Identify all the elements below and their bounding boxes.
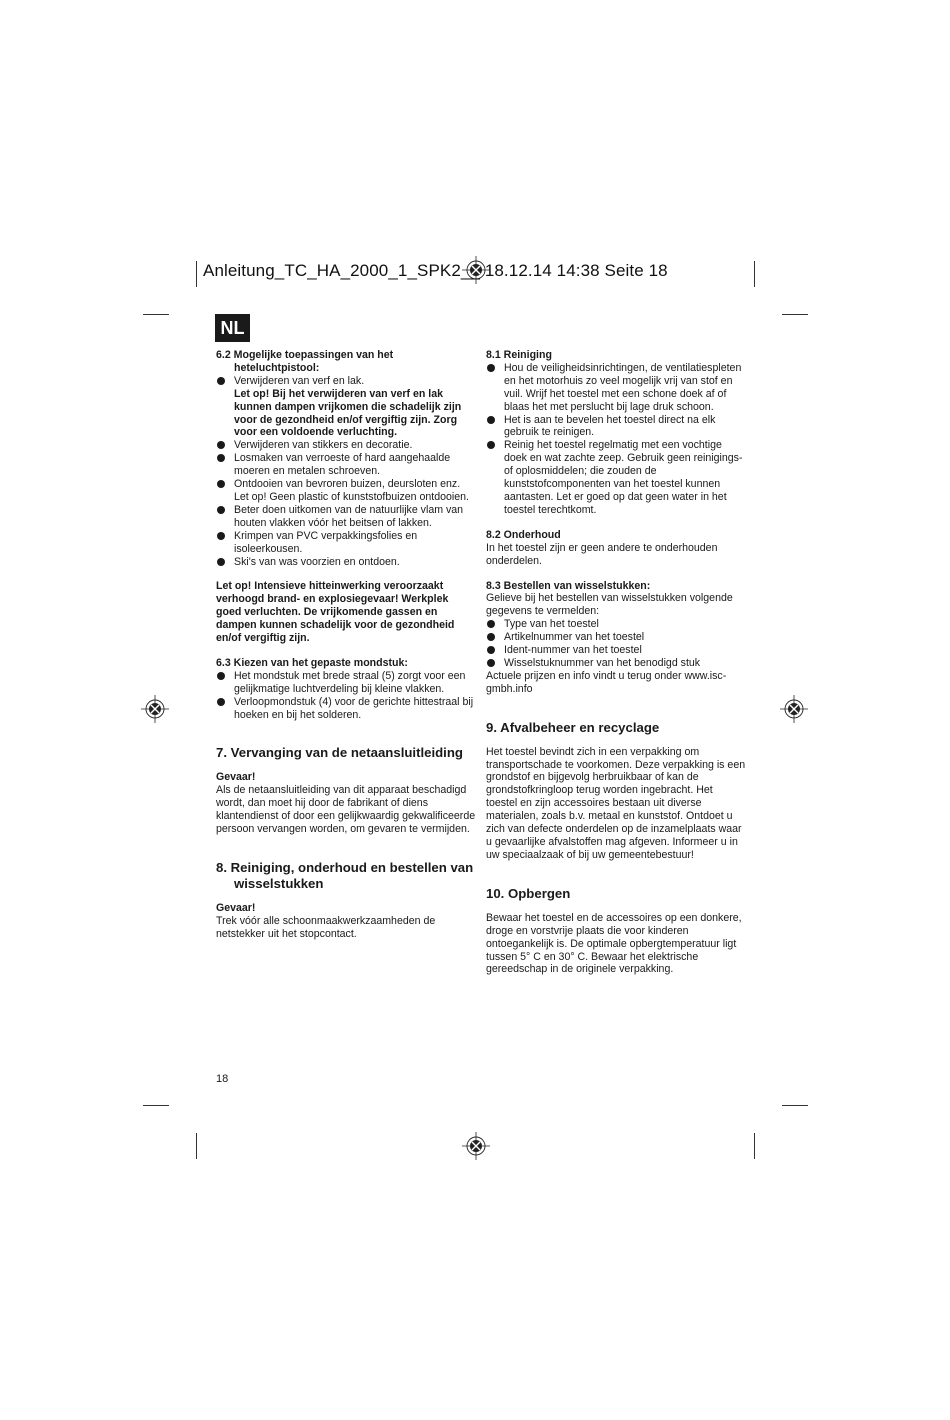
- list-item-text: Reinig het toestel regelmatig met een vochtige doek en wat zachte zeep. Gebruik geen reinigings- of oplosmiddelen; die zouden de kunststofcomponenten van het toestel kunnen aantasten. Let er goed op dat geen water in het toestel terechtkomt.: [504, 439, 743, 516]
- list-item: [216, 696, 476, 722]
- list-item-text: Ident-nummer van het toestel: [504, 644, 642, 657]
- list-item-text: Verwijderen van verf en lak.: [234, 374, 365, 387]
- header-date: 18.12.14: [484, 261, 552, 280]
- list-item: [216, 530, 476, 556]
- bullet-icon: [487, 633, 495, 641]
- print-header: [203, 261, 668, 281]
- list-item-text: Het is aan te bevelen het toestel direct na elk gebruik te reinigen.: [504, 413, 716, 439]
- bullet-icon: [217, 441, 225, 449]
- section-8-3-outro: Actuele prijzen en info vindt u terug onder www.isc-gmbh.info: [486, 669, 727, 695]
- list-item-text: Type van het toestel: [504, 618, 599, 631]
- list-item-text: Ontdooien van bevroren buizen, deursloten enz. Let op! Geen plastic of kunststofbuizen ontdooien.: [234, 478, 469, 503]
- list-item-text: Krimpen van PVC verpakkingsfolies en isoleerkousen.: [234, 529, 418, 555]
- bullet-icon: [217, 506, 225, 514]
- bullet-icon: [217, 672, 225, 680]
- section-9-text: Het toestel bevindt zich in een verpakking om transportschade te voorkomen. Deze verpakking is een grondstof en bijgevolg herbruikbaar of kan de grondstofkringloop terug worden ingebracht. Het toestel en zijn accessoires bestaan uit diverse materialen, zoals b.v. metaal en kunststof. Ontdoet u zich van defecte onderdelen op de inzamelplaats waar u gevaarlijke afvalstoffen mag afgeven. Informeer u in uw speciaalzaak of bij uw gemeentebestuur!: [486, 745, 746, 861]
- section-6-3-list: [216, 670, 476, 722]
- header-page-label: Seite 18: [604, 261, 668, 280]
- list-item: [216, 439, 476, 452]
- list-item: [486, 618, 746, 631]
- left-column: [216, 349, 476, 941]
- section-6-2-title-cont: heteluchtpistool:: [234, 361, 320, 374]
- section-8-1-title: 8.1 Reiniging: [486, 349, 552, 361]
- list-item: [216, 452, 476, 478]
- section-8-heading: 8. Reiniging, onderhoud en bestellen van wisselstukken: [216, 860, 474, 891]
- crop-mark-left-top-v: [196, 261, 197, 287]
- bullet-icon: [487, 441, 495, 449]
- crop-mark-left-bottom-h: [143, 1105, 169, 1106]
- section-8-2-text: In het toestel zijn er geen andere te onderhouden onderdelen.: [486, 541, 718, 567]
- list-item-text: Verloopmondstuk (4) voor de gerichte hittestraal bij hoeken en bij het solderen.: [234, 695, 474, 721]
- crop-mark-right-bottom-v: [754, 1133, 755, 1159]
- bullet-icon: [487, 416, 495, 424]
- list-item-text: Beter doen uitkomen van de natuurlijke vlam van houten vlakken vóór het beitsen of lakken.: [234, 503, 464, 529]
- header-file-label: Anleitung_TC_HA_2000_1_SPK2__: [203, 261, 480, 280]
- bullet-icon: [217, 558, 225, 566]
- crop-mark-left-top-h: [143, 314, 169, 315]
- section-8-text: Trek vóór alle schoonmaakwerkzaamheden de netstekker uit het stopcontact.: [216, 914, 436, 940]
- page-number: 18: [216, 1073, 229, 1085]
- list-item-text: Hou de veiligheidsinrichtingen, de ventilatiespleten en het motorhuis zo veel mogelijk vrij van stof en vuil. Wrijf het toestel met een schone doek af of blaas het met perslucht bij lage druk schoon.: [504, 361, 742, 413]
- list-item: [216, 670, 476, 696]
- list-item: [486, 439, 746, 516]
- bullet-icon: [487, 620, 495, 628]
- section-8-1-list: [486, 362, 746, 517]
- list-item: [216, 504, 476, 530]
- bullet-icon: [217, 377, 225, 385]
- section-6-3-title: 6.3 Kiezen van het gepaste mondstuk:: [216, 656, 408, 669]
- section-8-danger: Gevaar!: [216, 902, 256, 914]
- bullet-icon: [487, 364, 495, 372]
- section-7-text: Als de netaansluitleiding van dit apparaat beschadigd wordt, dan moet hij door de fabrikant of diens klantendienst of door een gelijkwaardig gekwalificeerde persoon vervangen worden, om gevaren te vermijden.: [216, 784, 476, 836]
- list-item: [486, 414, 746, 440]
- right-column: [486, 349, 746, 976]
- crop-mark-right-bottom-h: [782, 1105, 808, 1106]
- list-item: [486, 362, 746, 414]
- section-7-heading: 7. Vervanging van de netaansluitleiding: [216, 745, 463, 761]
- registration-mark-bottom-icon: [462, 1132, 490, 1160]
- list-item-text: Wisselstuknummer van het benodigd stuk: [504, 656, 701, 669]
- list-item-text: Losmaken van verroeste of hard aangehaalde moeren en metalen schroeven.: [234, 452, 451, 478]
- section-8-2-title: 8.2 Onderhoud: [486, 528, 561, 541]
- section-6-2-list: [216, 375, 476, 569]
- section-8-3-intro: Gelieve bij het bestellen van wisselstukken volgende gegevens te vermelden:: [486, 592, 733, 618]
- bullet-icon: [487, 659, 495, 667]
- crop-mark-right-top-h: [782, 314, 808, 315]
- section-10-heading: 10. Opbergen: [486, 885, 571, 901]
- list-item-text: Ski's van was voorzien en ontdoen.: [234, 555, 400, 568]
- section-9-heading: 9. Afvalbeheer en recyclage: [486, 719, 660, 735]
- section-8-3-title: 8.3 Bestellen van wisselstukken:: [486, 579, 651, 592]
- section-7-danger: Gevaar!: [216, 771, 256, 784]
- header-time: 14:38: [556, 261, 600, 280]
- bullet-icon: [217, 532, 225, 540]
- language-badge: NL: [215, 314, 250, 342]
- section-8-3-list: [486, 618, 746, 670]
- list-item: [216, 375, 476, 440]
- list-item: [486, 631, 746, 644]
- list-item: [486, 644, 746, 657]
- list-item-warning: Let op! Bij het verwijderen van verf en lak kunnen dampen vrijkomen die schadelijk zijn voor de gezondheid en/of vergiftig zijn. Zorg voor een voldoende verluchting.: [234, 387, 462, 439]
- registration-mark-right-icon: [780, 695, 808, 723]
- heat-warning-block: Let op! Intensieve hitteinwerking veroorzaakt verhoogd brand- en explosiegevaar! Werkplek goed verluchten. De vrijkomende gassen en dampen kunnen schadelijk voor de gezondheid en/of vergiftig zijn.: [216, 580, 455, 645]
- list-item-text: Artikelnummer van het toestel: [504, 631, 645, 644]
- list-item: [216, 478, 476, 504]
- list-item-text: Verwijderen van stikkers en decoratie.: [234, 439, 413, 452]
- registration-mark-left-icon: [141, 695, 169, 723]
- bullet-icon: [217, 480, 225, 488]
- section-6-2-title: 6.2 Mogelijke toepassingen van het: [216, 349, 394, 361]
- crop-mark-left-bottom-v: [196, 1133, 197, 1159]
- list-item: [216, 556, 476, 569]
- section-10-text: Bewaar het toestel en de accessoires op een donkere, droge en vorstvrije plaats die voor kinderen ontoegankelijk is. De optimale opbergtemperatuur ligt tussen 5° C en 30° C. Bewaar het elektrische gereedschap in de originele verpakking.: [486, 911, 742, 976]
- list-item-text: Het mondstuk met brede straal (5) zorgt voor een gelijkmatige luchtverdeling bij kleine vlakken.: [234, 669, 466, 695]
- bullet-icon: [217, 454, 225, 462]
- bullet-icon: [487, 646, 495, 654]
- crop-mark-right-top-v: [754, 261, 755, 287]
- bullet-icon: [217, 698, 225, 706]
- list-item: [486, 657, 746, 670]
